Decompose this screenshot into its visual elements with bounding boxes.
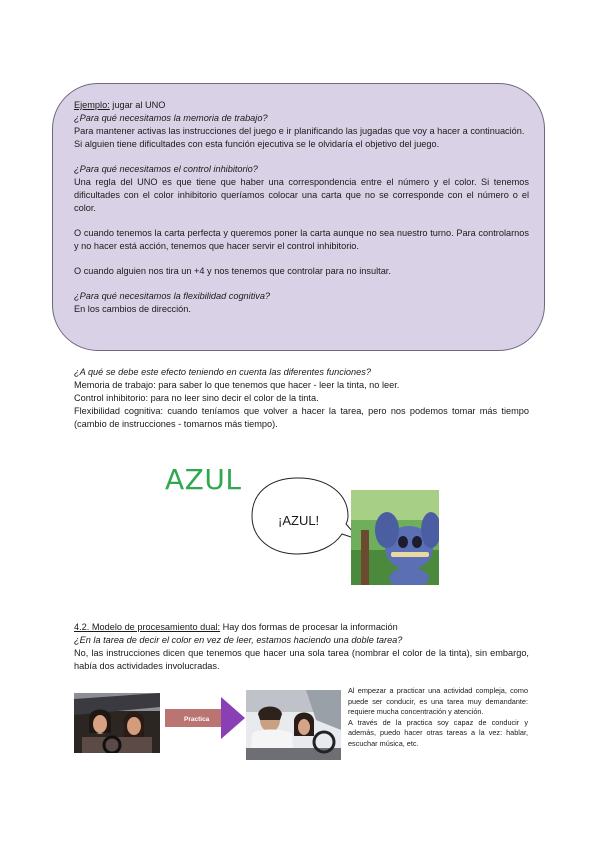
effect-cognitive-flexibility: Flexibilidad cognitiva: cuando teníamos que volver a hacer la tarea, pero nos podemos tomar más tiempo (cambio de instrucciones - tomarnos más tiempo). — [74, 406, 529, 429]
answer-cognitive-flexibility: En los cambios de dirección. — [74, 304, 191, 314]
effect-inhibitory-control: Control inhibitorio: para no leer sino decir el color de la tinta. — [74, 393, 319, 403]
dual-task-question: ¿En la tarea de decir el color en vez de leer, estamos haciendo una doble tarea? — [74, 635, 403, 645]
dual-processing-heading: 4.2. Modelo de procesamiento dual: — [74, 622, 221, 632]
question-working-memory: ¿Para qué necesitamos la memoria de trabajo? — [74, 113, 268, 123]
example-text: jugar al UNO — [109, 100, 166, 110]
practice-arrow-label: Practica — [184, 716, 210, 723]
practice-text — [348, 686, 528, 749]
effect-question: ¿A qué se debe este efecto teniendo en cuenta las diferentes funciones? — [74, 367, 371, 377]
answer-inhibitory-2: O cuando tenemos la carta perfecta y queremos poner la carta aunque no sea nuestro turno. Para controlarnos y no hacer está acción, tenemos que hacer servir el control inhibitorio. — [74, 228, 529, 251]
car-driving-image — [246, 690, 341, 760]
practice-text-1: Al empezar a practicar una actividad compleja, como puede ser conducir, es una tarea muy demandante: requiere mucha concentración y atención. — [348, 686, 528, 716]
dual-processing-heading-rest: Hay dos formas de procesar la información — [220, 622, 398, 632]
answer-inhibitory-1: Una regla del UNO es que tiene que haber una correspondencia entre el número y el color. Si tenemos dificultades con el color inhibitorio queríamos colocar una carta que no se corresponde con el número o el color. — [74, 177, 529, 213]
question-inhibitory-control: ¿Para qué necesitamos el control inhibitorio? — [74, 164, 258, 174]
dual-task-answer: No, las instrucciones dicen que tenemos que hacer una sola tarea (nombrar el color de la tinta), sin embargo, había dos actividades involucradas. — [74, 648, 529, 671]
answer-working-memory-2: Si alguien tiene dificultades con esta función ejecutiva se le olvidaría el objetivo del juego. — [74, 139, 440, 149]
effect-working-memory: Memoria de trabajo: para saber lo que tenemos que hacer - leer la tinta, no leer. — [74, 380, 400, 390]
stitch-character-image — [351, 490, 439, 585]
answer-inhibitory-3: O cuando alguien nos tira un +4 y nos tenemos que controlar para no insultar. — [74, 266, 391, 276]
example-label: Ejemplo: — [74, 100, 110, 110]
effect-section — [74, 366, 529, 431]
example-box-text — [74, 99, 529, 316]
question-cognitive-flexibility: ¿Para qué necesitamos la flexibilidad cognitiva? — [74, 291, 271, 301]
girls-driving-image — [74, 693, 160, 753]
speech-bubble-text: ¡AZUL! — [278, 513, 320, 528]
stroop-word: AZUL — [165, 463, 242, 496]
practice-text-2: A través de la practica soy capaz de conducir y además, puedo hacer otras tareas a la vez: hablar, escuchar música, etc. — [348, 717, 528, 748]
dual-processing-section — [74, 621, 529, 673]
answer-working-memory-1: Para mantener activas las instrucciones del juego e ir planificando las jugadas que voy a hacer a continuación. — [74, 126, 525, 136]
